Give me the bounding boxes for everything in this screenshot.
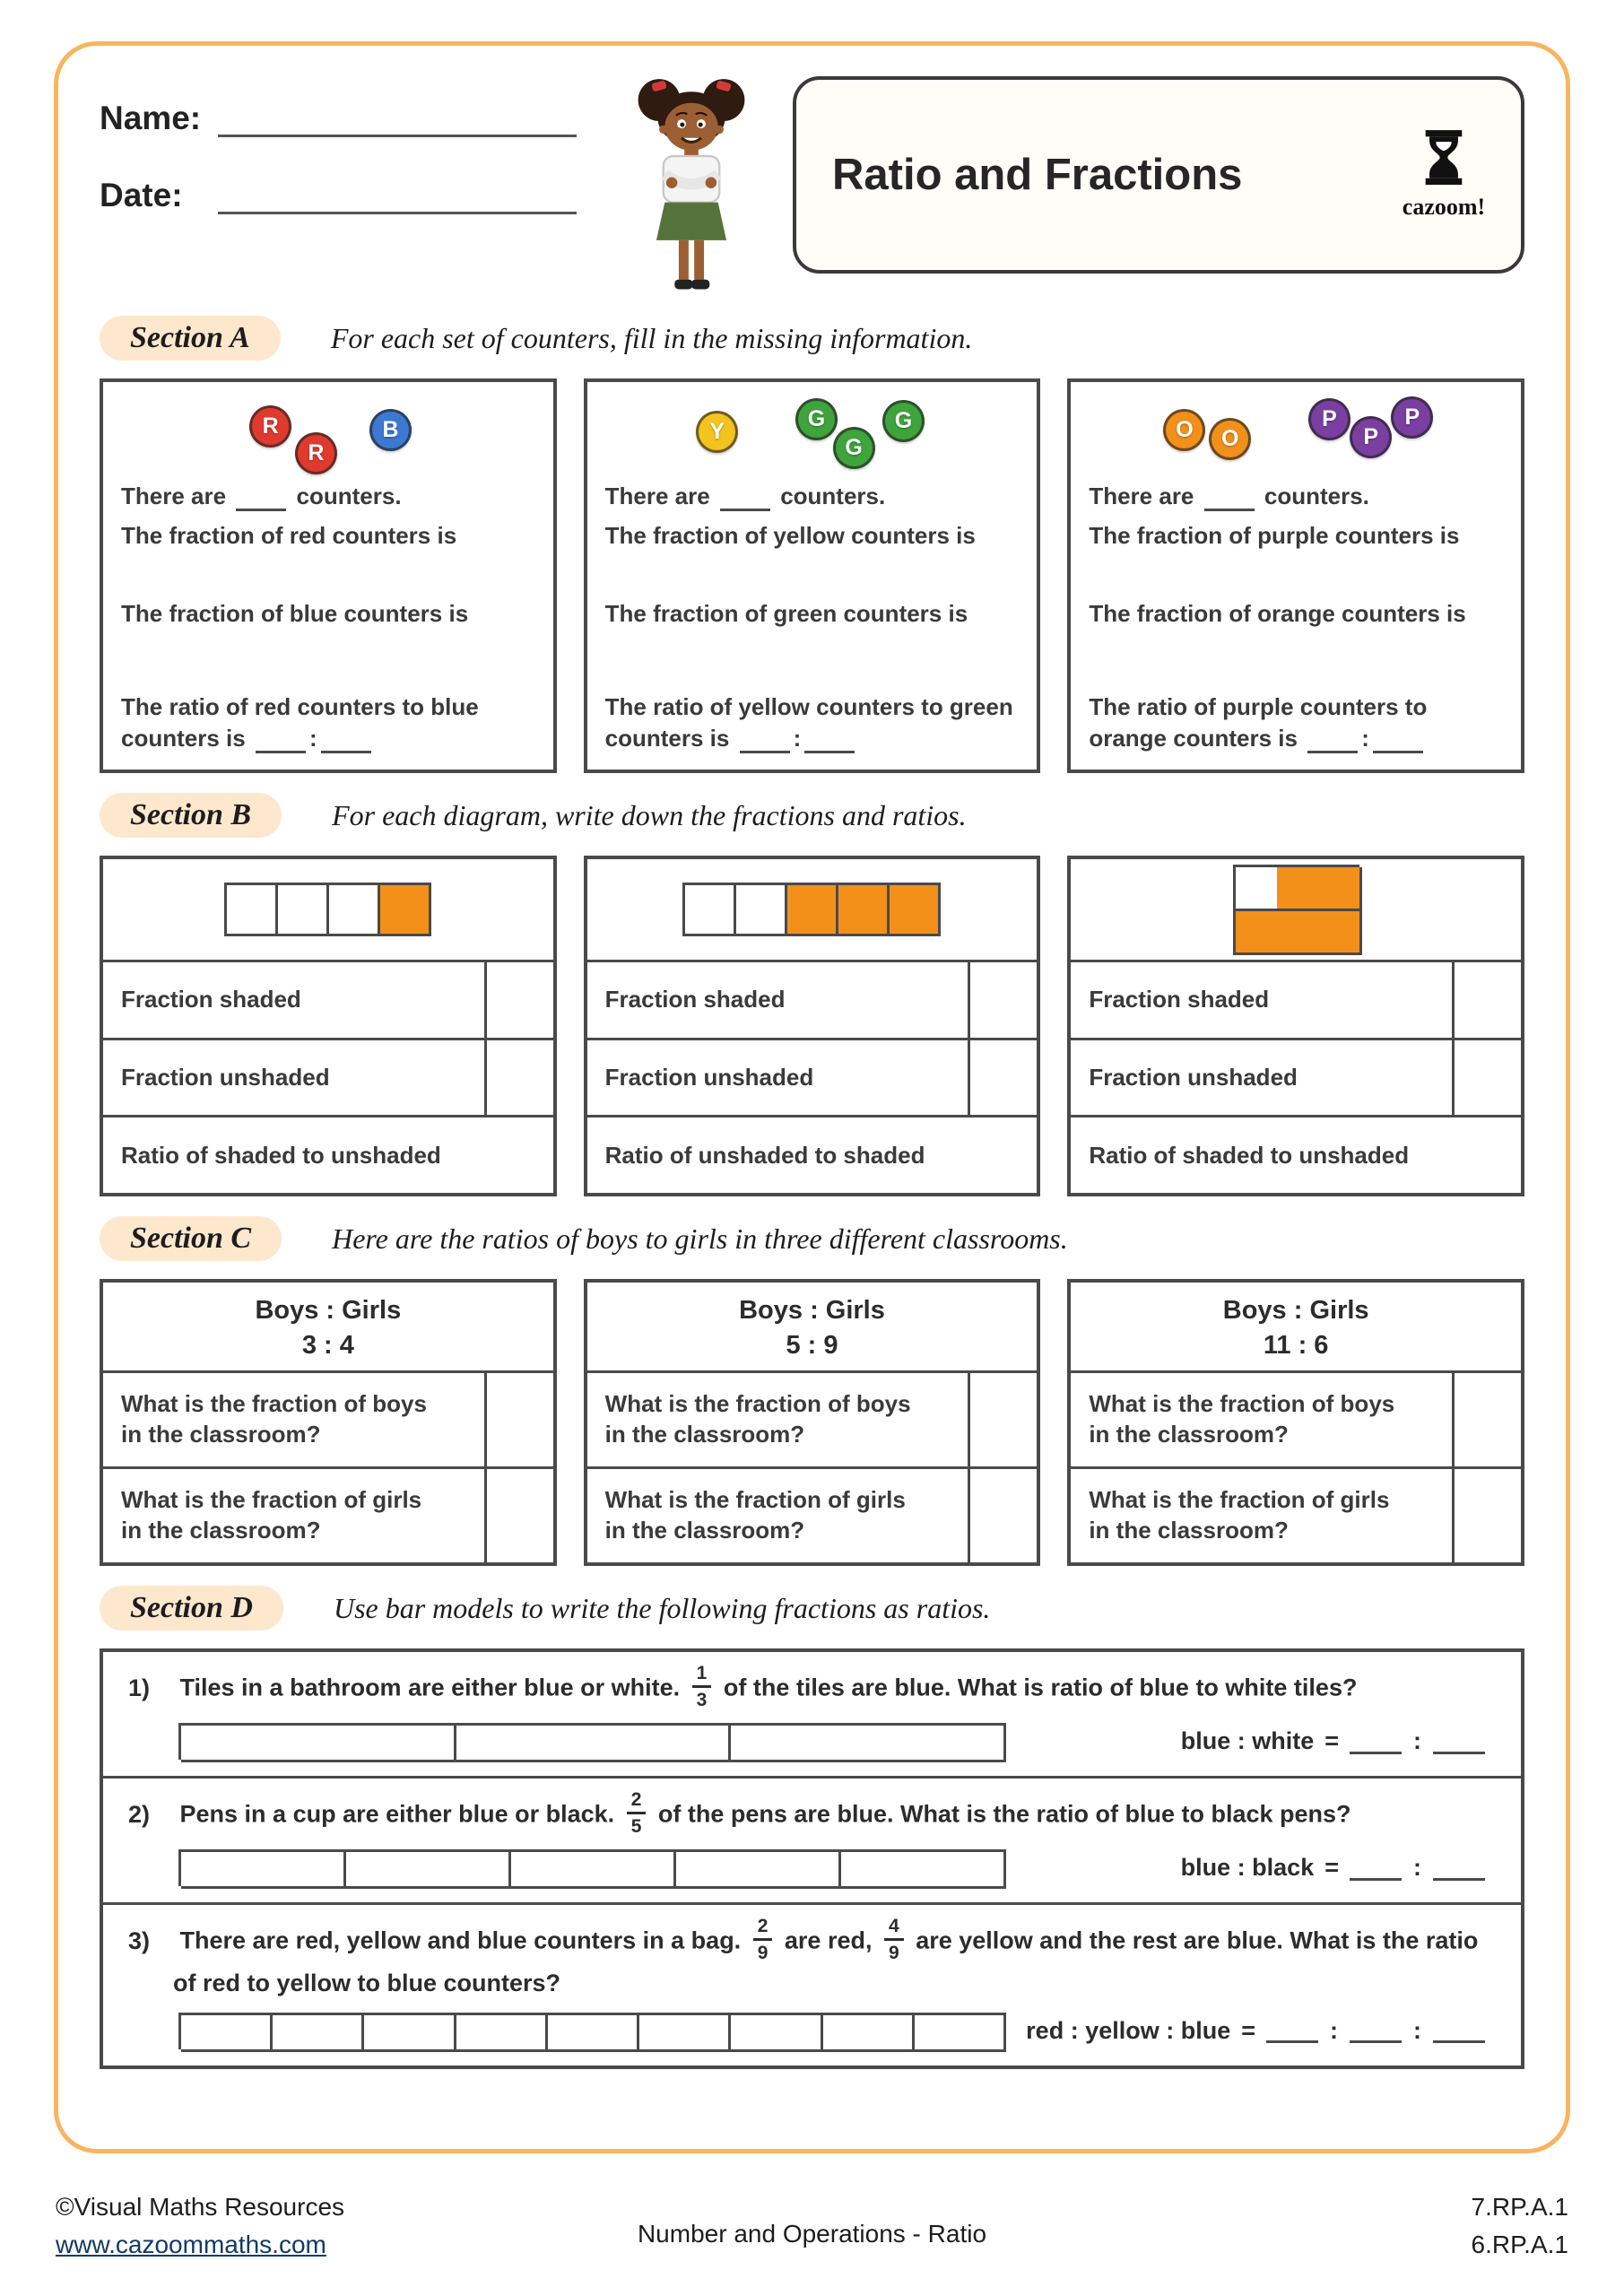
text: are yellow and the rest are blue. What is the ratio of red to yellow to blue counters?: [173, 1926, 1479, 1996]
counter-orange: O: [1163, 409, 1205, 451]
counters-cluster: [1089, 391, 1503, 481]
answer-blank[interactable]: [720, 487, 770, 512]
counter-red: R: [249, 405, 291, 448]
bar-cell-white[interactable]: [181, 1852, 346, 1889]
section-c-label: Section C: [100, 1216, 282, 1261]
counter-green: G: [882, 400, 925, 442]
bar-cell-shaded: [1277, 867, 1321, 911]
text: of the pens are blue. What is the ratio of blue to black pens?: [657, 1800, 1351, 1828]
bar-model: [178, 2013, 1006, 2049]
counter-box-3: [1067, 378, 1524, 773]
bar-cell-white[interactable]: [731, 2015, 822, 2052]
answer-label: red : yellow : blue: [1026, 2016, 1231, 2044]
bar-cell-shaded: [1277, 911, 1321, 955]
problem-3: [103, 1902, 1521, 2066]
answer-expression: [1181, 1854, 1485, 1882]
date-line[interactable]: [218, 177, 577, 214]
table-row: [1071, 1115, 1521, 1193]
ratio-header-line1: Boys : Girls: [255, 1296, 402, 1325]
answer-blank[interactable]: [1433, 1855, 1485, 1881]
ratio-header: [1071, 1283, 1521, 1370]
section-d-instruction: Use bar models to write the following fractions as ratios.: [333, 1591, 991, 1624]
footer-url[interactable]: www.cazoommaths.com: [56, 2231, 326, 2258]
bar-model: [178, 1849, 1006, 1886]
denominator: 5: [630, 1816, 642, 1837]
ratio-header-line1: Boys : Girls: [1222, 1296, 1369, 1325]
question: What is the fraction of girls in the classroom?: [604, 1486, 906, 1544]
counter-purple: P: [1308, 398, 1350, 440]
name-row: [100, 100, 615, 137]
bar-cell-white: [227, 885, 278, 936]
ratio-header-line1: Boys : Girls: [739, 1296, 885, 1325]
answer-blank[interactable]: [1433, 2018, 1485, 2044]
statement-ratio: [605, 691, 1020, 757]
question: What is the fraction of girls in the classroom?: [1089, 1486, 1390, 1544]
counters-cluster: [605, 391, 1020, 481]
problem-text: [128, 1916, 1496, 2002]
worksheet-header: [100, 76, 1524, 296]
answer-blank[interactable]: [256, 728, 306, 753]
row-label: Ratio of shaded to unshaded: [1089, 1141, 1410, 1169]
problem-number: 2): [128, 1800, 151, 1828]
answer-blank[interactable]: [1350, 1855, 1402, 1881]
answer-cell[interactable]: [968, 1373, 1037, 1466]
row-label: Fraction unshaded: [1089, 1064, 1298, 1091]
answer-blank[interactable]: [1204, 487, 1255, 512]
row-label: Fraction shaded: [604, 986, 786, 1013]
bar-model-box: [100, 1648, 1524, 2069]
bar-cell-white[interactable]: [456, 1726, 732, 1762]
ratio-header-line2: 11 : 6: [1263, 1331, 1329, 1361]
row-label: Fraction shaded: [1089, 986, 1270, 1013]
bar-cell-white: [278, 885, 329, 936]
equals-sign: =: [1324, 1854, 1339, 1881]
answer-expression: [1026, 2017, 1485, 2045]
cazoom-logo: [1390, 130, 1498, 221]
bar-cell-white[interactable]: [181, 2015, 273, 2052]
bar-cell-shaded: [838, 885, 890, 936]
diagram-area: [1071, 859, 1521, 960]
text: counters.: [1264, 483, 1369, 509]
fraction: [884, 1917, 904, 1962]
statement-fraction-1: The fraction of purple counters is: [1089, 522, 1460, 550]
bar-cell-white[interactable]: [676, 1852, 841, 1889]
fraction-grid: [1233, 865, 1359, 955]
answer-label: blue : black: [1180, 1854, 1315, 1881]
counter-yellow: Y: [696, 411, 738, 453]
text: Pens in a cup are either blue or black.: [179, 1800, 615, 1828]
answer-cell[interactable]: [484, 962, 553, 1038]
bar-cell-white: [1236, 867, 1280, 911]
answer-cell[interactable]: [968, 1469, 1037, 1562]
row-label: Fraction shaded: [121, 986, 301, 1013]
ratio-header: [587, 1283, 1038, 1370]
row-label: Ratio of unshaded to shaded: [604, 1141, 925, 1169]
statement-fraction-2: The fraction of blue counters is: [121, 599, 469, 627]
counter-green: G: [795, 398, 838, 440]
bar-cell-shaded: [1236, 911, 1280, 955]
question-row: [1071, 1370, 1521, 1466]
bar-cell-shaded: [380, 885, 431, 936]
text: The ratio of red counters to blue counters is: [121, 693, 479, 752]
bar-cell-white: [685, 885, 736, 936]
statement-count: [121, 481, 535, 511]
answer-expression: [1181, 1727, 1485, 1755]
statement-ratio: [121, 691, 535, 757]
bar-cell-white[interactable]: [639, 2015, 731, 2052]
denominator: 9: [757, 1943, 769, 1963]
text: There are: [121, 483, 227, 509]
answer-cell[interactable]: [968, 1040, 1037, 1116]
bar-cell-white[interactable]: [823, 2015, 915, 2052]
date-row: [100, 177, 615, 214]
section-c: [100, 1213, 1524, 1566]
text: Tiles in a bathroom are either blue or white.: [179, 1674, 681, 1701]
counter-box-1: [100, 378, 557, 773]
ratio-header-line2: 5 : 9: [786, 1331, 838, 1361]
ratio-header-line2: 3 : 4: [301, 1331, 354, 1361]
problem-text: [128, 1789, 1496, 1839]
diagram-box-1: [100, 856, 557, 1196]
problem-1: [103, 1652, 1521, 1776]
problem-2: [103, 1776, 1521, 1902]
bar-cell-white[interactable]: [731, 1726, 1006, 1762]
colon: :: [1413, 1727, 1421, 1754]
colon: :: [1413, 2016, 1421, 2044]
name-date-block: [100, 76, 615, 296]
diagram-area: [587, 859, 1038, 960]
ratio-box-3: [1067, 1279, 1524, 1566]
worksheet-title: Ratio and Fractions: [832, 151, 1243, 199]
counter-green: G: [833, 427, 875, 469]
name-label: Name:: [100, 100, 202, 136]
statement-fraction-1: The fraction of yellow counters is: [604, 522, 976, 550]
counter-box-2: [584, 378, 1041, 773]
denominator: 9: [888, 1943, 899, 1963]
section-a-label: Section A: [100, 316, 281, 361]
answer-blank[interactable]: [321, 728, 371, 753]
bar-model: [178, 1723, 1006, 1760]
counter-blue: B: [369, 409, 412, 451]
question: What is the fraction of boys in the classroom?: [1089, 1390, 1395, 1448]
bar-cell-white[interactable]: [273, 2015, 364, 2052]
question-row: [587, 1370, 1038, 1466]
table-row: [103, 960, 553, 1038]
bar-cell-shaded: [1318, 911, 1362, 955]
numerator: 4: [884, 1917, 904, 1941]
text: counters.: [780, 483, 886, 509]
counter-purple: P: [1391, 396, 1433, 439]
table-row: [587, 1115, 1038, 1193]
fraction-bar: [224, 883, 431, 936]
text: are red,: [784, 1926, 873, 1954]
colon: :: [1330, 2016, 1338, 2044]
colon: :: [1413, 1854, 1421, 1881]
answer-blank[interactable]: [236, 487, 286, 512]
date-label: Date:: [100, 177, 183, 213]
row-label: Ratio of shaded to unshaded: [121, 1141, 441, 1169]
title-box: [793, 76, 1524, 274]
fraction: [692, 1664, 712, 1709]
table-row: [587, 960, 1038, 1038]
problem-number: 3): [128, 1926, 151, 1954]
logo-text: cazoom!: [1402, 193, 1486, 220]
answer-cell[interactable]: [1452, 1040, 1521, 1116]
problem-number: 1): [128, 1674, 151, 1701]
question: What is the fraction of boys in the classroom?: [121, 1390, 427, 1448]
answer-blank[interactable]: [1373, 728, 1423, 753]
fraction-bar: [682, 883, 941, 936]
girl-illustration: [615, 76, 768, 296]
denominator: 3: [696, 1690, 708, 1710]
answer-cell[interactable]: [484, 1469, 553, 1562]
answer-cell[interactable]: [1452, 962, 1521, 1038]
row-label: Fraction unshaded: [604, 1064, 814, 1091]
answer-cell[interactable]: [1452, 1469, 1521, 1562]
page-frame: [54, 41, 1570, 2153]
bar-cell-white[interactable]: [915, 2015, 1006, 2052]
text: The ratio of purple counters to orange counters is: [1089, 693, 1428, 752]
footer-copyright: ©Visual Maths Resources: [56, 2193, 345, 2221]
colon: :: [308, 724, 317, 752]
section-a-instruction: For each set of counters, fill in the missing information.: [330, 321, 973, 354]
text: There are red, yellow and blue counters in a bag.: [179, 1926, 742, 1954]
statement-fraction-2: The fraction of orange counters is: [1089, 599, 1466, 627]
fraction: [753, 1917, 773, 1962]
text: counters.: [296, 483, 402, 509]
answer-cell[interactable]: [484, 1373, 553, 1466]
table-row: [1071, 1038, 1521, 1116]
row-label: Fraction unshaded: [121, 1064, 330, 1091]
bar-cell-white[interactable]: [364, 2015, 456, 2052]
bar-cell-white[interactable]: [841, 1852, 1006, 1889]
counter-purple: P: [1350, 416, 1392, 458]
answer-blank[interactable]: [1433, 1728, 1485, 1754]
table-row: [103, 1038, 553, 1116]
page-footer: [56, 2188, 1568, 2264]
problem-text: [128, 1663, 1496, 1712]
section-c-instruction: Here are the ratios of boys to girls in three different classrooms.: [332, 1222, 1068, 1255]
statement-count: [605, 481, 1020, 511]
colon: :: [1361, 724, 1369, 752]
section-b-label: Section B: [100, 793, 282, 838]
question: What is the fraction of girls in the classroom?: [121, 1486, 422, 1544]
answer-blank[interactable]: [1350, 1728, 1402, 1754]
footer-standard-2: 6.RP.A.1: [1471, 2231, 1568, 2258]
section-d-label: Section D: [100, 1586, 283, 1631]
ratio-header: [103, 1283, 553, 1370]
footer-standard-1: 7.RP.A.1: [1471, 2193, 1568, 2221]
bar-cell-white[interactable]: [548, 2015, 639, 2052]
question-row: [103, 1370, 553, 1466]
colon: :: [793, 724, 802, 752]
section-b-instruction: For each diagram, write down the fractions and ratios.: [332, 798, 967, 831]
text: The ratio of yellow counters to green counters is: [604, 693, 1013, 752]
counters-cluster: [121, 391, 535, 481]
answer-label: blue : white: [1180, 1727, 1315, 1754]
statement-ratio: [1089, 691, 1503, 757]
text: There are: [604, 483, 710, 509]
question: What is the fraction of boys in the classroom?: [604, 1390, 911, 1448]
section-b: [100, 789, 1524, 1196]
answer-cell[interactable]: [484, 1040, 553, 1116]
section-d: [100, 1582, 1524, 2069]
numerator: 2: [627, 1790, 647, 1814]
section-a: [100, 312, 1524, 773]
table-row: [103, 1115, 553, 1193]
counter-red: R: [295, 432, 337, 474]
bar-cell-shaded: [890, 885, 941, 936]
table-row: [1071, 960, 1521, 1038]
answer-cell[interactable]: [968, 962, 1037, 1038]
answer-blank[interactable]: [804, 728, 855, 753]
counter-orange: O: [1209, 418, 1251, 460]
statement-fraction-2: The fraction of green counters is: [604, 599, 968, 627]
bar-cell-shaded: [1318, 867, 1362, 911]
fraction: [627, 1790, 647, 1836]
equals-sign: =: [1324, 1727, 1339, 1754]
bar-cell-white[interactable]: [456, 2015, 548, 2052]
logo-hourglass-icon: [1418, 130, 1470, 187]
numerator: 1: [692, 1664, 712, 1688]
answer-blank[interactable]: [1266, 2018, 1318, 2044]
answer-blank[interactable]: [1307, 728, 1358, 753]
numerator: 2: [753, 1917, 773, 1941]
bar-cell-white[interactable]: [181, 1726, 456, 1762]
name-line[interactable]: [218, 100, 577, 137]
diagram-area: [103, 859, 553, 960]
answer-cell[interactable]: [1452, 1373, 1521, 1466]
diagram-box-3: [1067, 856, 1524, 1196]
ratio-box-2: [584, 1279, 1041, 1566]
bar-cell-shaded: [787, 885, 838, 936]
statement-count: [1089, 481, 1503, 511]
bar-cell-white: [329, 885, 380, 936]
statement-fraction-1: The fraction of red counters is: [121, 522, 457, 550]
bar-cell-white[interactable]: [511, 1852, 676, 1889]
table-row: [587, 1038, 1038, 1116]
question-row: [103, 1466, 553, 1562]
diagram-box-2: [584, 856, 1041, 1196]
footer-center-text: Number and Operations - Ratio: [637, 2220, 987, 2248]
text: There are: [1089, 483, 1194, 509]
ratio-box-1: [100, 1279, 557, 1566]
bar-cell-white: [736, 885, 787, 936]
question-row: [587, 1466, 1038, 1562]
question-row: [1071, 1466, 1521, 1562]
answer-blank[interactable]: [1350, 2018, 1402, 2044]
equals-sign: =: [1241, 2016, 1255, 2044]
bar-cell-white[interactable]: [346, 1852, 511, 1889]
text: of the tiles are blue. What is ratio of blue to white tiles?: [723, 1674, 1358, 1701]
answer-blank[interactable]: [740, 728, 790, 753]
